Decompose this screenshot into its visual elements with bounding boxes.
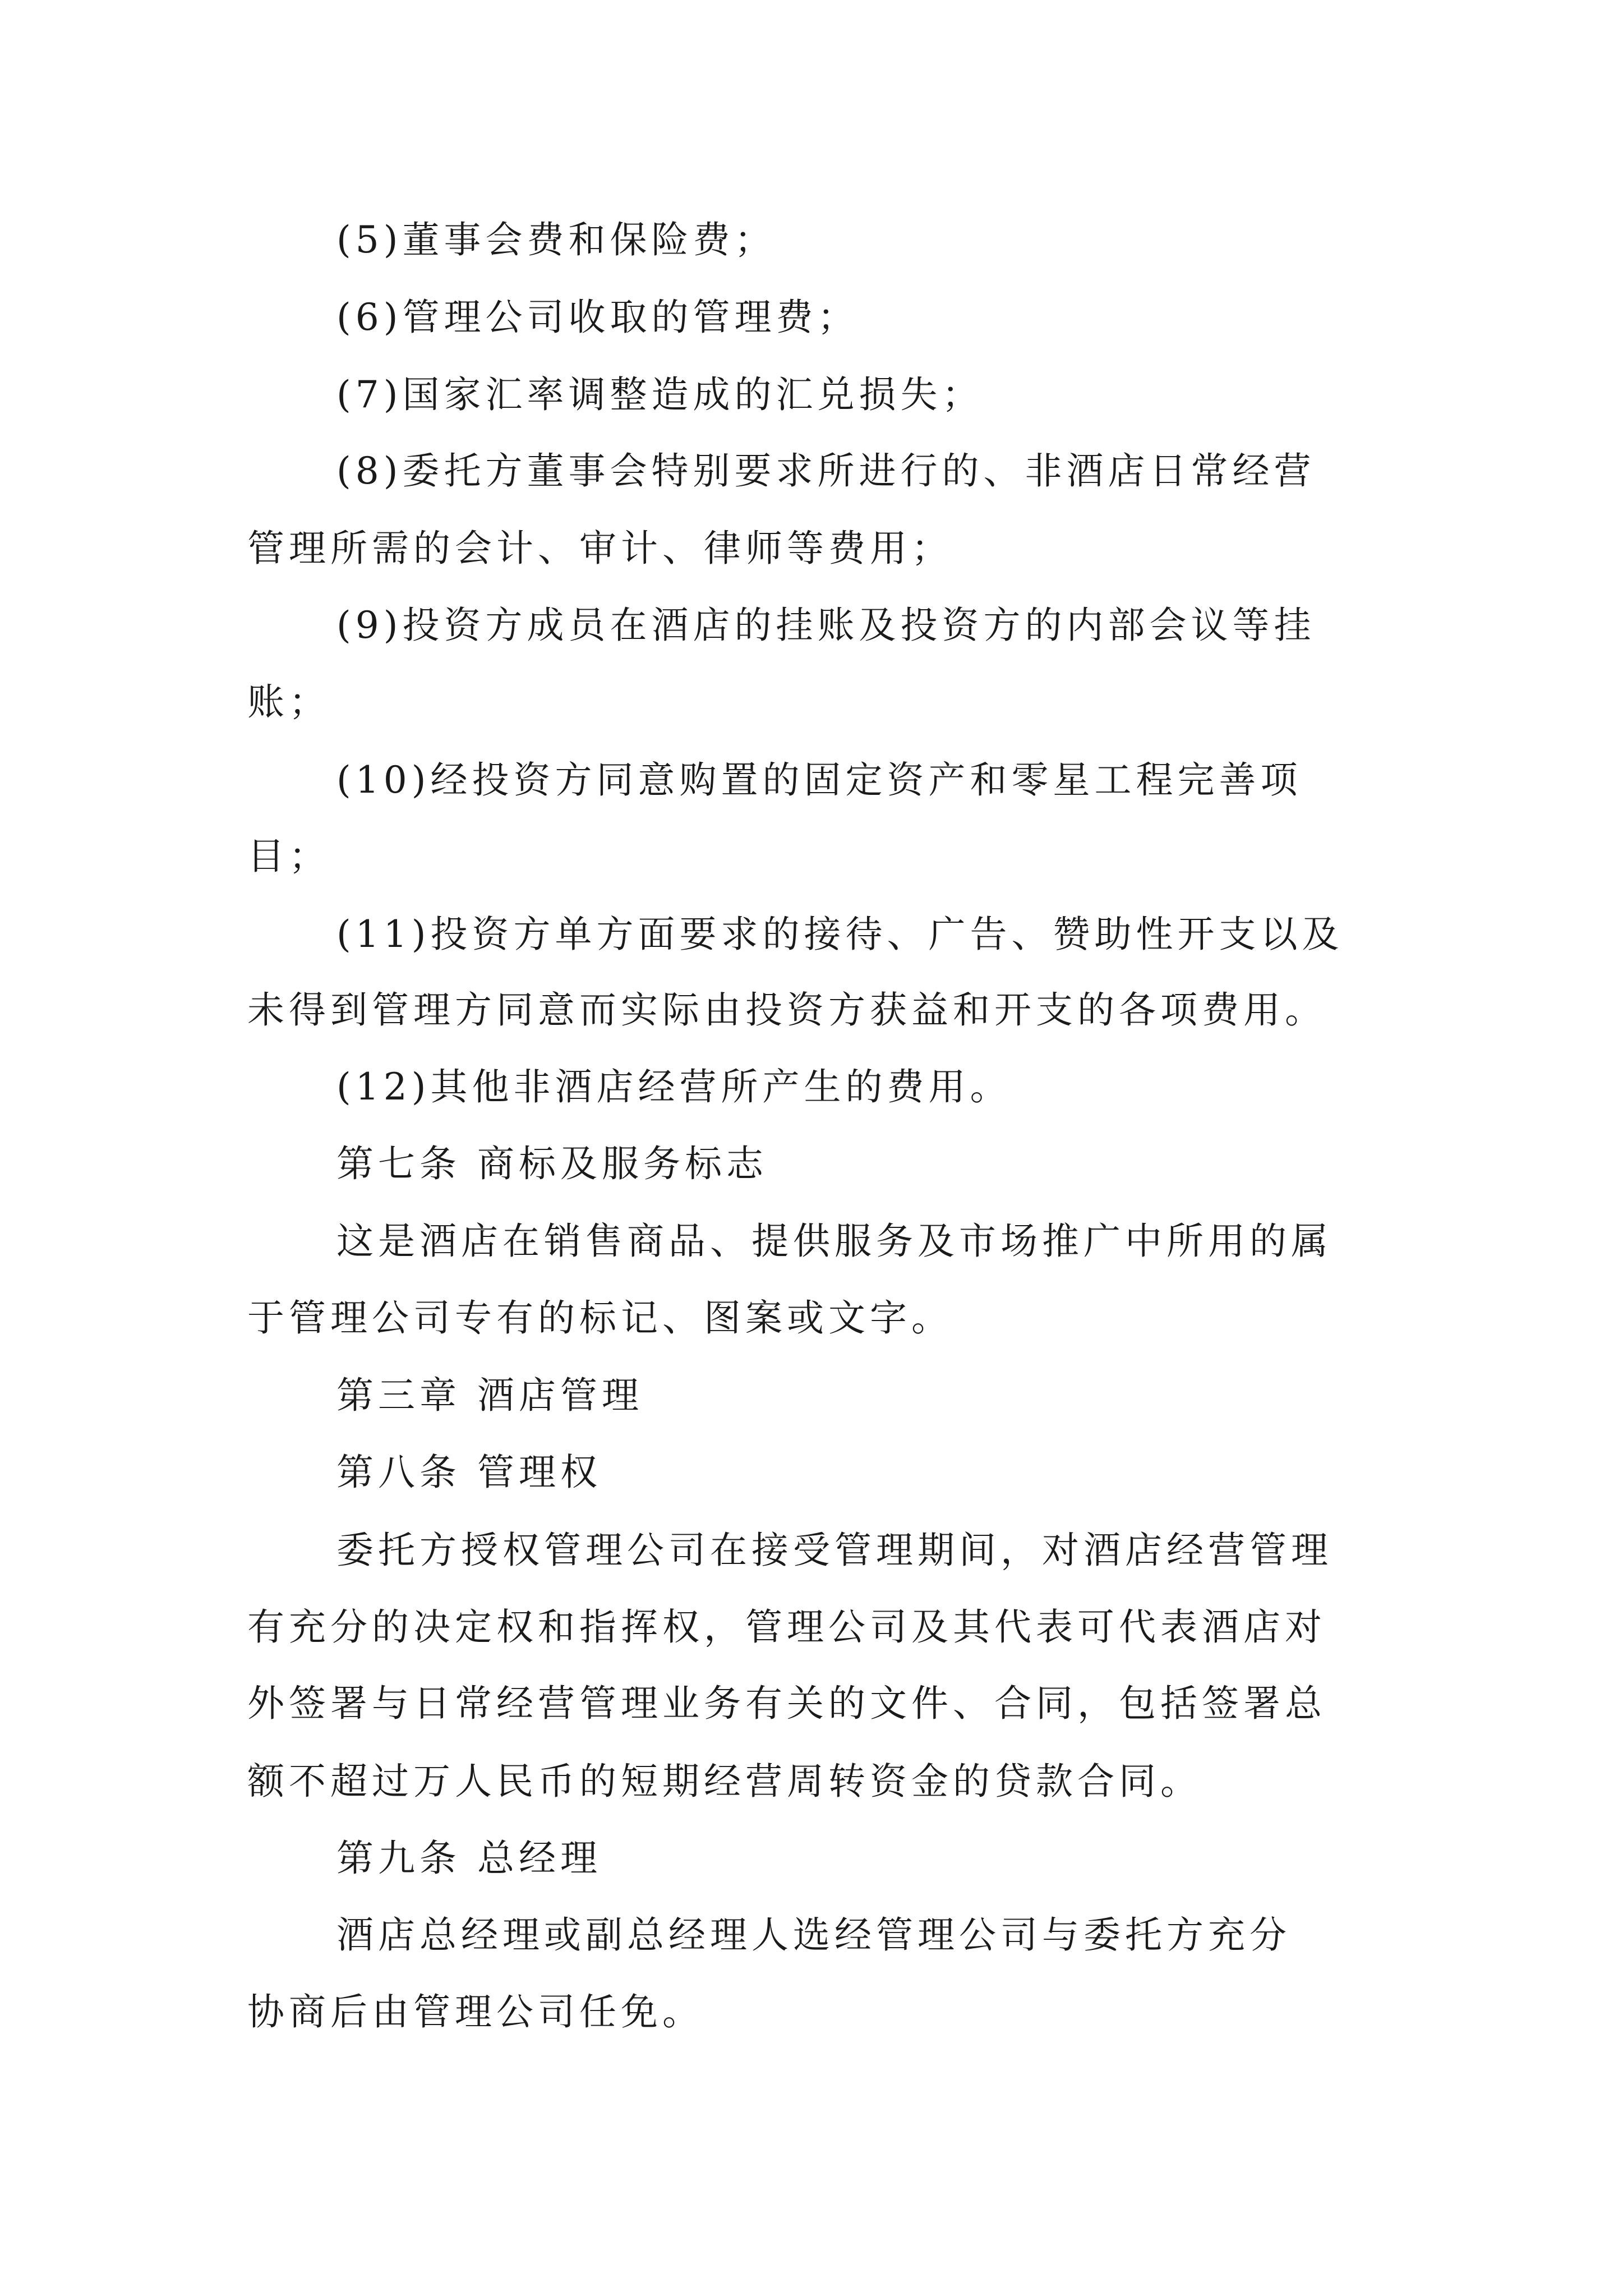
- list-item-10: (10)经投资方同意购置的固定资产和零星工程完善项: [336, 758, 1302, 802]
- list-item-10-continued: 目；: [247, 835, 330, 878]
- article-7-heading: 第七条 商标及服务标志: [336, 1142, 768, 1185]
- article-8-paragraph-line-3: 外签署与日常经营管理业务有关的文件、合同，包括签署总: [247, 1682, 1326, 1725]
- article-9-heading: 第九条 总经理: [336, 1837, 602, 1880]
- list-item-8-continued: 管理所需的会计、审计、律师等费用；: [247, 527, 953, 570]
- list-item-12: (12)其他非酒店经营所产生的费用。: [336, 1065, 1012, 1108]
- article-8-paragraph-line-2: 有充分的决定权和指挥权，管理公司及其代表可代表酒店对: [247, 1605, 1326, 1649]
- list-item-7: (7)国家汇率调整造成的汇兑损失；: [336, 373, 984, 416]
- list-item-6: (6)管理公司收取的管理费；: [336, 296, 859, 339]
- article-7-paragraph: 这是酒店在销售商品、提供服务及市场推广中所用的属: [336, 1220, 1332, 1263]
- list-item-9: (9)投资方成员在酒店的挂账及投资方的内部会议等挂: [336, 604, 1316, 647]
- list-item-8: (8)委托方董事会特别要求所进行的、非酒店日常经营: [336, 449, 1316, 493]
- article-7-paragraph-continued: 于管理公司专有的标记、图案或文字。: [247, 1296, 953, 1340]
- chapter-3-heading: 第三章 酒店管理: [336, 1374, 643, 1417]
- article-8-paragraph-line-4: 额不超过万人民币的短期经营周转资金的贷款合同。: [247, 1760, 1202, 1803]
- list-item-9-continued: 账；: [247, 680, 330, 724]
- article-9-paragraph: 酒店总经理或副总经理人选经管理公司与委托方充分: [336, 1913, 1291, 1957]
- list-item-11: (11)投资方单方面要求的接待、广告、赞助性开支以及: [336, 913, 1344, 956]
- article-8-heading: 第八条 管理权: [336, 1451, 602, 1494]
- article-8-paragraph: 委托方授权管理公司在接受管理期间，对酒店经营管理: [336, 1529, 1332, 1572]
- list-item-11-continued: 未得到管理方同意而实际由投资方获益和开支的各项费用。: [247, 988, 1326, 1032]
- article-9-paragraph-continued: 协商后由管理公司任免。: [247, 1990, 704, 2033]
- list-item-5: (5)董事会费和保险费；: [336, 218, 776, 261]
